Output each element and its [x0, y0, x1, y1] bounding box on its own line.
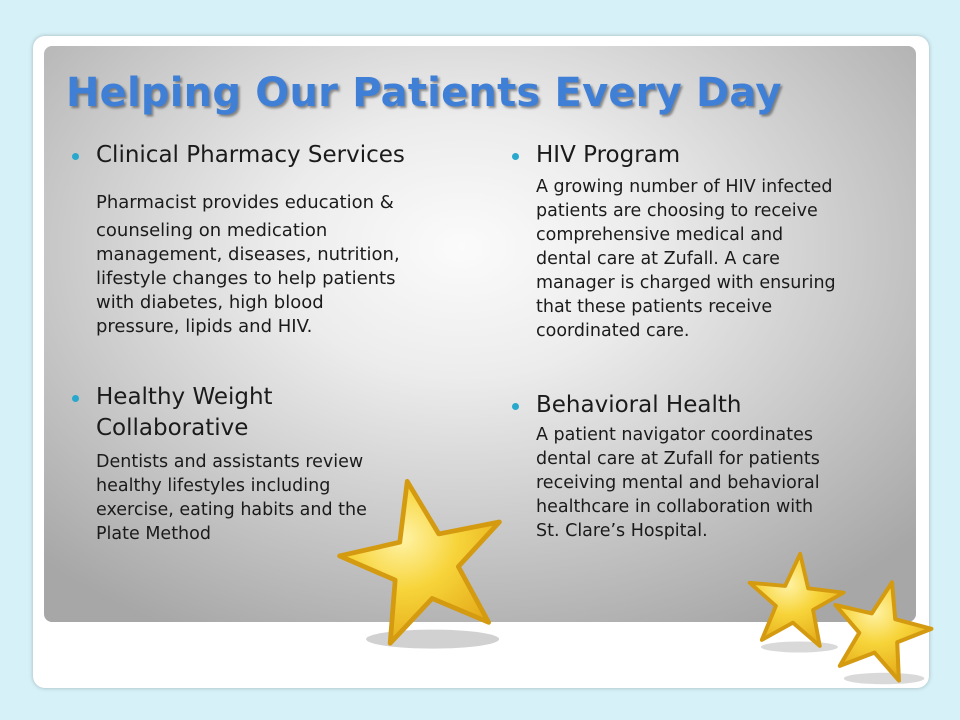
- section-heading: [96, 382, 466, 444]
- bullet-icon: [512, 403, 519, 410]
- body-line: receiving mental and behavioral: [536, 473, 820, 493]
- body-line: exercise, eating habits and the: [96, 500, 367, 520]
- section-behavioral-health: [536, 390, 906, 543]
- heading-line: Healthy Weight: [96, 384, 273, 410]
- body-line: pressure, lipids and HIV.: [96, 316, 313, 337]
- body-line: healthy lifestyles including: [96, 476, 331, 496]
- body-line: A patient navigator coordinates: [536, 425, 814, 445]
- bullet-icon: [72, 395, 79, 402]
- slide-title: Helping Our Patients Every Day: [66, 70, 782, 116]
- section-heading: Behavioral Health: [536, 392, 742, 418]
- bullet-icon: [72, 153, 79, 160]
- star-icon: [330, 470, 520, 660]
- body-line: Dentists and assistants review: [96, 452, 364, 472]
- section-body: [536, 423, 906, 543]
- body-line: lifestyle changes to help patients: [96, 268, 396, 289]
- body-line: Pharmacist provides education &: [96, 192, 394, 213]
- body-line: with diabetes, high blood: [96, 292, 324, 313]
- body-line: manager is charged with ensuring: [536, 273, 836, 293]
- body-line: St. Clare’s Hospital.: [536, 521, 708, 541]
- body-line: coordinated care.: [536, 321, 690, 341]
- section-body: [536, 175, 906, 343]
- body-line: A growing number of HIV infected: [536, 177, 833, 197]
- section-hiv-program: [536, 140, 906, 343]
- body-line: Plate Method: [96, 524, 211, 544]
- bullet-icon: [512, 153, 519, 160]
- body-line: dental care at Zufall. A care: [536, 249, 780, 269]
- body-line: dental care at Zufall for patients: [536, 449, 820, 469]
- body-line: that these patients receive: [536, 297, 773, 317]
- section-clinical-pharmacy: [96, 140, 466, 339]
- body-line: patients are choosing to receive: [536, 201, 818, 221]
- section-body: [96, 191, 466, 339]
- body-line: counseling on medication: [96, 220, 328, 241]
- body-line: management, diseases, nutrition,: [96, 244, 400, 265]
- section-heading: HIV Program: [536, 142, 681, 168]
- body-line: healthcare in collaboration with: [536, 497, 814, 517]
- section-heading: Clinical Pharmacy Services: [96, 142, 405, 168]
- body-line: comprehensive medical and: [536, 225, 784, 245]
- heading-line: Collaborative: [96, 415, 249, 441]
- star-icon: [822, 575, 937, 690]
